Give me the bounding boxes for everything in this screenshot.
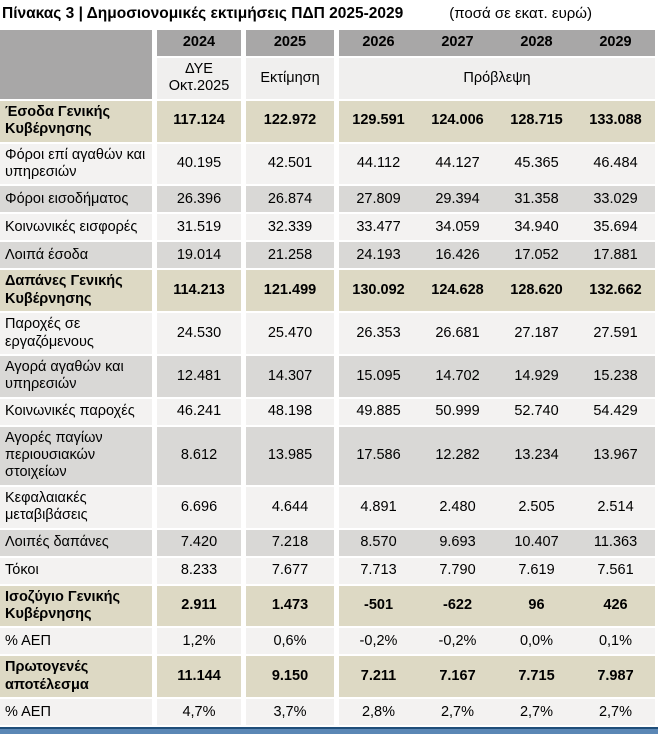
value-cell-2025: 21.258: [246, 242, 339, 268]
value-cell-2029: 133.088: [576, 101, 655, 142]
row-label-cell: Κεφαλαιακές μεταβιβάσεις: [0, 487, 157, 528]
value-cell-2028: 128.715: [497, 101, 576, 142]
row-label-cell: Φόροι επί αγαθών και υπηρεσιών: [0, 144, 157, 185]
value-cell-2025: 4.644: [246, 487, 339, 528]
value-cell-2029: 2,7%: [576, 699, 655, 725]
value-cell-2024: 114.213: [157, 270, 246, 311]
value-cell-2024: 7.420: [157, 530, 246, 556]
value-cell-2024: 11.144: [157, 656, 246, 697]
row-label-cell: Αγορές παγίων περιουσιακών στοιχείων: [0, 427, 157, 485]
value-cell-2027: 44.127: [418, 144, 497, 185]
value-cell-2029: 7.561: [576, 558, 655, 584]
year-header-2025: 2025: [246, 30, 339, 56]
value-cell-2025: 48.198: [246, 399, 339, 425]
table-row: [0, 144, 658, 185]
table-row: [0, 356, 658, 397]
value-cell-2024: 4,7%: [157, 699, 246, 725]
value-cell-2024: 1,2%: [157, 628, 246, 654]
value-cell-2026: 7.713: [339, 558, 418, 584]
row-label-cell: Φόροι εισοδήματος: [0, 186, 157, 212]
value-cell-2026: 129.591: [339, 101, 418, 142]
value-cell-2026: 26.353: [339, 313, 418, 354]
subheader-provlepsi: Πρόβλεψη: [339, 58, 655, 99]
row-label-cell: % ΑΕΠ: [0, 628, 157, 654]
table-row: [0, 399, 658, 425]
value-cell-2024: 19.014: [157, 242, 246, 268]
value-cell-2024: 8.233: [157, 558, 246, 584]
value-cell-2025: 13.985: [246, 427, 339, 485]
value-cell-2027: 34.059: [418, 214, 497, 240]
value-cell-2026: 49.885: [339, 399, 418, 425]
value-cell-2028: 31.358: [497, 186, 576, 212]
value-cell-2026: 24.193: [339, 242, 418, 268]
row-label-cell: Αγορά αγαθών και υπηρεσιών: [0, 356, 157, 397]
value-cell-2028: 2,7%: [497, 699, 576, 725]
table-row: [0, 487, 658, 528]
value-cell-2029: 15.238: [576, 356, 655, 397]
value-cell-2025: 25.470: [246, 313, 339, 354]
year-header-2026: 2026: [339, 30, 418, 56]
value-cell-2026: 17.586: [339, 427, 418, 485]
value-cell-2027: -0,2%: [418, 628, 497, 654]
year-header-2027: 2027: [418, 30, 497, 56]
table-row: [0, 186, 658, 212]
value-cell-2027: 16.426: [418, 242, 497, 268]
table-row: [0, 313, 658, 354]
table-row: [0, 270, 658, 311]
row-label-cell: % ΑΕΠ: [0, 699, 157, 725]
unit-note: (ποσά σε εκατ. ευρώ): [449, 5, 593, 22]
value-cell-2026: 44.112: [339, 144, 418, 185]
year-header-2024: 2024: [157, 30, 246, 56]
value-cell-2028: 7.619: [497, 558, 576, 584]
table-row: [0, 558, 658, 584]
value-cell-2025: 122.972: [246, 101, 339, 142]
bottom-accent-bar: [0, 727, 658, 734]
value-cell-2028: 7.715: [497, 656, 576, 697]
value-cell-2025: 14.307: [246, 356, 339, 397]
value-cell-2028: 128.620: [497, 270, 576, 311]
row-label-cell: Λοιπές δαπάνες: [0, 530, 157, 556]
table-row: [0, 586, 658, 627]
table-row: [0, 530, 658, 556]
value-cell-2025: 121.499: [246, 270, 339, 311]
fiscal-table: [0, 30, 658, 734]
value-cell-2027: 26.681: [418, 313, 497, 354]
value-cell-2025: 0,6%: [246, 628, 339, 654]
value-cell-2026: 7.211: [339, 656, 418, 697]
value-cell-2028: 96: [497, 586, 576, 627]
value-cell-2027: 7.167: [418, 656, 497, 697]
value-cell-2027: 124.628: [418, 270, 497, 311]
row-label-cell: Πρωτογενές αποτέλεσμα: [0, 656, 157, 697]
value-cell-2029: 46.484: [576, 144, 655, 185]
value-cell-2026: 33.477: [339, 214, 418, 240]
value-cell-2029: 35.694: [576, 214, 655, 240]
value-cell-2026: 15.095: [339, 356, 418, 397]
header-label-cell: [0, 30, 157, 99]
value-cell-2024: 46.241: [157, 399, 246, 425]
value-cell-2024: 8.612: [157, 427, 246, 485]
value-cell-2026: -0,2%: [339, 628, 418, 654]
value-cell-2026: 2,8%: [339, 699, 418, 725]
value-cell-2027: 2.480: [418, 487, 497, 528]
value-cell-2026: -501: [339, 586, 418, 627]
value-cell-2027: 29.394: [418, 186, 497, 212]
row-label-cell: Τόκοι: [0, 558, 157, 584]
value-cell-2025: 7.218: [246, 530, 339, 556]
subheader-dye-okt2025: ΔΥΕ Οκτ.2025: [157, 58, 246, 99]
row-label-cell: Λοιπά έσοδα: [0, 242, 157, 268]
table-header: [0, 30, 658, 99]
value-cell-2028: 34.940: [497, 214, 576, 240]
row-label-cell: Ισοζύγιο Γενικής Κυβέρνησης: [0, 586, 157, 627]
value-cell-2026: 130.092: [339, 270, 418, 311]
value-cell-2024: 24.530: [157, 313, 246, 354]
table-body: [0, 101, 658, 725]
value-cell-2024: 31.519: [157, 214, 246, 240]
table-row: [0, 427, 658, 485]
year-header-2029: 2029: [576, 30, 655, 56]
value-cell-2025: 42.501: [246, 144, 339, 185]
value-cell-2025: 7.677: [246, 558, 339, 584]
table-row: [0, 101, 658, 142]
value-cell-2029: 33.029: [576, 186, 655, 212]
value-cell-2028: 2.505: [497, 487, 576, 528]
row-label-cell: Δαπάνες Γενικής Κυβέρνησης: [0, 270, 157, 311]
page-title: Πίνακας 3 | Δημοσιονομικές εκτιμήσεις ΠΔΠ 2025-2029: [2, 5, 404, 22]
value-cell-2029: 426: [576, 586, 655, 627]
value-cell-2024: 40.195: [157, 144, 246, 185]
value-cell-2027: 9.693: [418, 530, 497, 556]
value-cell-2029: 27.591: [576, 313, 655, 354]
value-cell-2028: 14.929: [497, 356, 576, 397]
row-label-cell: Παροχές σε εργαζόμενους: [0, 313, 157, 354]
table-row: [0, 214, 658, 240]
value-cell-2028: 52.740: [497, 399, 576, 425]
value-cell-2027: 12.282: [418, 427, 497, 485]
value-cell-2028: 13.234: [497, 427, 576, 485]
row-label-cell: Έσοδα Γενικής Κυβέρνησης: [0, 101, 157, 142]
value-cell-2024: 6.696: [157, 487, 246, 528]
table-row: [0, 242, 658, 268]
title-bar: [0, 0, 658, 30]
value-cell-2026: 27.809: [339, 186, 418, 212]
value-cell-2029: 13.967: [576, 427, 655, 485]
value-cell-2024: 12.481: [157, 356, 246, 397]
value-cell-2025: 1.473: [246, 586, 339, 627]
value-cell-2029: 0,1%: [576, 628, 655, 654]
value-cell-2028: 10.407: [497, 530, 576, 556]
value-cell-2028: 45.365: [497, 144, 576, 185]
value-cell-2029: 54.429: [576, 399, 655, 425]
value-cell-2025: 9.150: [246, 656, 339, 697]
value-cell-2028: 27.187: [497, 313, 576, 354]
value-cell-2029: 132.662: [576, 270, 655, 311]
value-cell-2027: 7.790: [418, 558, 497, 584]
value-cell-2027: 14.702: [418, 356, 497, 397]
year-header-2028: 2028: [497, 30, 576, 56]
value-cell-2029: 7.987: [576, 656, 655, 697]
value-cell-2024: 26.396: [157, 186, 246, 212]
value-cell-2027: -622: [418, 586, 497, 627]
value-cell-2028: 17.052: [497, 242, 576, 268]
value-cell-2024: 2.911: [157, 586, 246, 627]
value-cell-2029: 11.363: [576, 530, 655, 556]
value-cell-2027: 124.006: [418, 101, 497, 142]
value-cell-2029: 2.514: [576, 487, 655, 528]
row-label-cell: Κοινωνικές εισφορές: [0, 214, 157, 240]
row-label-cell: Κοινωνικές παροχές: [0, 399, 157, 425]
value-cell-2025: 3,7%: [246, 699, 339, 725]
value-cell-2025: 26.874: [246, 186, 339, 212]
value-cell-2027: 50.999: [418, 399, 497, 425]
value-cell-2029: 17.881: [576, 242, 655, 268]
value-cell-2026: 4.891: [339, 487, 418, 528]
table-row: [0, 699, 658, 725]
table-row: [0, 656, 658, 697]
value-cell-2027: 2,7%: [418, 699, 497, 725]
value-cell-2024: 117.124: [157, 101, 246, 142]
table-row: [0, 628, 658, 654]
value-cell-2025: 32.339: [246, 214, 339, 240]
subheader-ektimisi: Εκτίμηση: [246, 58, 339, 99]
value-cell-2026: 8.570: [339, 530, 418, 556]
value-cell-2028: 0,0%: [497, 628, 576, 654]
